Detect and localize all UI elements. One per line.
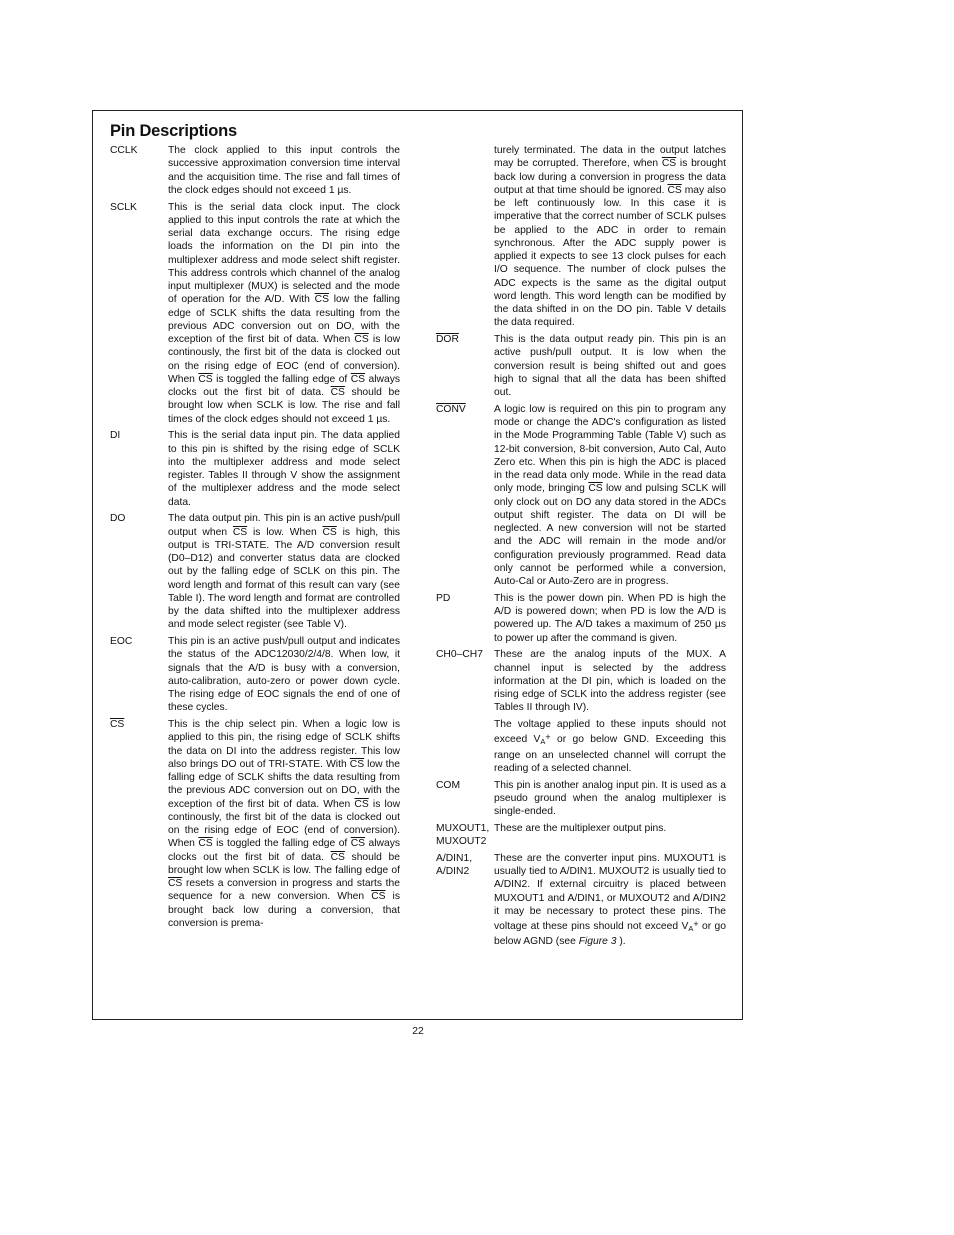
cs-signal: $\overline{CS}$	[314, 294, 329, 306]
cs-signal: $\overline{CS}$	[198, 838, 213, 850]
pin-name: A/DIN1, A/DIN2	[436, 852, 473, 877]
cs-signal: $\overline{CS}$	[330, 851, 345, 863]
pin-di	[110, 429, 400, 509]
pin-description	[494, 592, 726, 645]
pin-description	[168, 201, 400, 426]
pin-description	[168, 429, 400, 509]
description-text: The data output pin. This pin is an active push/pull output when $\overline{CS}$ is low. When $\overline{CS}$ is high, this output is TRI-STATE. The A/D conversion result (D0–D12) and converter status data are clocked out by the falling edge of SCLK on this pin. The word length and format of this result can vary (see Table I). The word length and format are controlled by the data shifted into the multiplexer address and mode select register (see Table V).	[168, 513, 401, 631]
cs-signal: $\overline{CS}$	[354, 798, 369, 810]
pin-name: CONV	[436, 403, 466, 415]
description-text: These are the multiplexer output pins.	[494, 822, 667, 834]
pin-name: PD	[436, 592, 451, 604]
pin-description	[168, 718, 400, 930]
pin-description	[494, 852, 726, 949]
pin-description	[494, 333, 726, 399]
pin-cclk	[110, 144, 400, 197]
pin-description	[168, 144, 400, 197]
left-column	[110, 144, 400, 934]
description-text: These are the analog inputs of the MUX. A channel input is selected by the address information at the DI pin, which is loaded on the rising edge of SCLK into the address register (see Tables II through IV).	[494, 649, 726, 714]
pin-com	[436, 779, 726, 819]
pin-name: $\overline{CS}$	[110, 719, 125, 730]
pin-description	[494, 779, 726, 819]
figure-reference: Figure 3	[578, 936, 617, 948]
description-text: This pin is another analog input pin. It is used as a pseudo ground when the analog multiplexer is single-ended.	[494, 779, 726, 817]
pin-name: COM	[436, 779, 461, 791]
pin-ch0-ch7	[436, 648, 726, 775]
pin-cs	[110, 718, 400, 930]
description-text: This is the power down pin. When PD is high the A/D is powered down; when PD is low the A/D is powered up. The A/D takes a maximum of 250 µs to power up after the command is given.	[494, 592, 726, 644]
cs-signal: $\overline{CS}$	[350, 838, 366, 850]
cs-signal: $\overline{CS}$	[232, 526, 248, 538]
pin-name: EOC	[110, 636, 133, 647]
cs-signal: $\overline{CS}$	[588, 483, 603, 495]
description-text: A logic low is required on this pin to program any mode or change the ADC's configuration as listed in the Mode Programming Table (Table V) such as 12-bit conversion, 8-bit conversion, Auto Cal, Auto Zero etc. When this pin is high the ADC is placed in the read data only mode. While in the read data only mode, bringing $\overline{CS}$ low and pulsing SCLK will only clock out on DO any data stored in the ADCs output shift register. The data on DI will be neglected. A new conversion will not be started and the ADC will remain in the mode and/or configuration previously programmed. Read data only cannot be performed while a conversion, Auto-Cal or Auto-Zero are in progress.	[494, 403, 727, 587]
cs-signal: $\overline{CS}$	[661, 158, 677, 170]
description-text: The voltage applied to these inputs should not exceed $V_A+$ or go below GND. Exceeding this range on an unselected channel will corrupt the reading of a selected channel.	[494, 719, 727, 774]
cs-signal: $\overline{CS}$	[330, 387, 345, 398]
description-text: This is the chip select pin. When a logic low is applied to this pin, the rising edge of SCLK shifts the data on DI into the address register. This low also brings DO out of TRI-STATE. With $\overline{CS}$ low the falling edge of SCLK shifts the data resulting from the previous ADC conversion out on DO, with the exception of the first bit of data. When $\overline{CS}$ is low continously, the first bit of the data is clocked out on the rising edge of EOC (end of conversion). When $\overline{CS}$ is toggled the falling edge of $\overline{CS}$ always clocks out the first bit of data. $\overline{CS}$ should be brought low when SCLK is low. The falling edge of $\overline{CS}$ resets a conversion in progress and starts the sequence for a new conversion. When $\overline{CS}$ is brought back low during a conversion, that conversion is prema-	[168, 719, 400, 929]
pin-do	[110, 512, 400, 631]
pin-conv	[436, 403, 726, 589]
pin-name: MUXOUT1, MUXOUT2	[436, 822, 490, 847]
pin-name: CCLK	[110, 145, 138, 156]
pin-dor	[436, 333, 726, 399]
cs-signal: $\overline{CS}$	[350, 373, 366, 385]
pin-name: $\overline{DOR}$	[436, 334, 459, 345]
description-text: These are the converter input pins. MUXOUT1 is usually tied to A/DIN1. MUXOUT2 is usually tied to A/DIN2. If external circuitry is placed between MUXOUT1 and A/DIN1, or MUXOUT2 and A/DIN2 it may be necessary to protect these pins. The voltage at these pins should not exceed $V_A+$ or go below AGND (see Figure 3 ).	[494, 852, 726, 948]
pin-description	[168, 512, 400, 631]
pin-description	[494, 822, 726, 835]
cs-signal: $\overline{CS}$	[198, 373, 213, 385]
pin-name: DI	[110, 430, 121, 442]
cs-signal: $\overline{CS}$	[354, 334, 369, 345]
pin-description	[494, 648, 726, 775]
right-column	[436, 144, 726, 952]
pin-description	[494, 403, 726, 589]
cs-signal: $\overline{CS}$	[349, 758, 365, 770]
pin-muxout	[436, 822, 726, 849]
pin-name: DO	[110, 513, 126, 525]
description-text: This pin is an active push/pull output and indicates the status of the ADC12030/2/4/8. When low, it signals that the A/D is busy with a conversion, auto-calibration, auto-zero or power down cycle. The rising edge of EOC signals the end of one of these cycles.	[168, 636, 400, 714]
pin-cs-continued: turely terminated. The data in the output latches may be corrupted. Therefore, when $\overline{CS}$ is brought back low during a conversion in progress the data output at that time should be ignored. $\overline{CS}$ may also be left continuously low. In this case it is imperative that the correct number of SCLK pulses be applied to the ADC in order to remain synchronous. After the ADC supply power is applied it expects to see 13 clock pulses for each I/O sequence. The number of clock pulses the ADC expects is the same as the digital output word length. This word length can be modified by the data shifted in on the DO pin. Table V details the data required.	[494, 145, 726, 329]
pin-description	[168, 635, 400, 715]
cs-signal: $\overline{CS}$	[371, 891, 386, 903]
pin-eoc	[110, 635, 400, 715]
description-text: This is the data output ready pin. This pin is an active push/pull output. It is low when the conversion result is being shifted out and goes high to signal that all the data has been shifted out.	[494, 334, 726, 398]
pin-pd	[436, 592, 726, 645]
description-text: This is the serial data input pin. The data applied to this pin is shifted by the rising edge of SCLK into the multiplexer address and mode select register. Tables II through V show the assignment of the multiplexer address and the mode select data.	[168, 430, 400, 508]
cs-signal: $\overline{CS}$	[168, 878, 183, 889]
pin-adin	[436, 852, 726, 949]
pin-name: CH0–CH7	[436, 649, 483, 661]
cs-signal: $\overline{CS}$	[322, 526, 337, 538]
cs-signal: $\overline{CS}$	[667, 184, 682, 196]
description-text: The clock applied to this input controls the successive approximation conversion time interval and the acquisition time. The rise and fall times of the clock edges should not exceed 1 µs.	[168, 145, 400, 196]
page-number: 22	[412, 1026, 424, 1037]
pin-sclk	[110, 201, 400, 426]
description-text: This is the serial data clock input. The clock applied to this input controls the rate at which the serial data exchange occurs. The rising edge loads the information on the DI pin into the multiplexer address and mode select shift register. This address controls which channel of the analog input multiplexer (MUX) is selected and the mode of operation for the A/D. With $\overline{CS}$ low the falling edge of SCLK shifts the data resulting from the previous ADC conversion out on DO, with the exception of the first bit of data. When $\overline{CS}$ is low continously, the first bit of the data is clocked out on the rising edge of EOC (end of conversion). When $\overline{CS}$ is toggled the falling edge of $\overline{CS}$ always clocks out the first bit of data. $\overline{CS}$ should be brought low when SCLK is low. The rise and fall times of the clock edges should not exceed 1 µs.	[168, 201, 400, 425]
page-title: Pin Descriptions	[110, 122, 237, 140]
pin-name: SCLK	[110, 201, 137, 213]
